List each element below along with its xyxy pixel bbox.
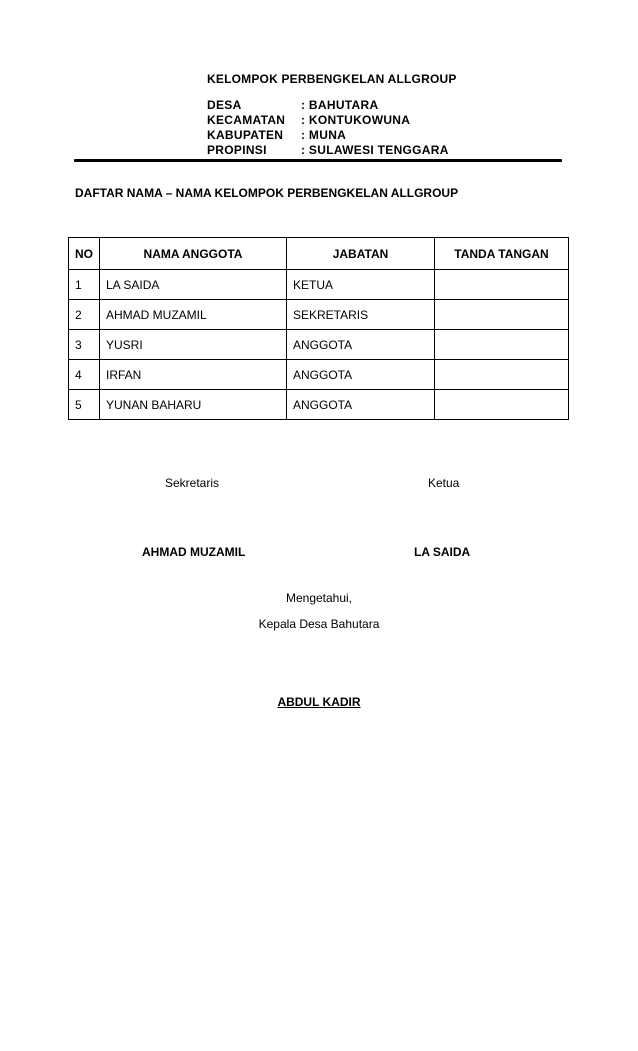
cell-signature [435, 390, 569, 420]
table-row [69, 300, 569, 330]
cell-no: 1 [69, 270, 100, 300]
cell-role: SEKRETARIS [287, 300, 435, 330]
column-header-signature: TANDA TANGAN [435, 238, 569, 270]
cell-name: LA SAIDA [100, 270, 287, 300]
info-label: KECAMATAN [207, 113, 286, 127]
info-row-kecamatan [207, 113, 449, 128]
column-header-name: NAMA ANGGOTA [100, 238, 287, 270]
cell-signature [435, 360, 569, 390]
secretary-role-label: Sekretaris [165, 476, 220, 490]
cell-no: 3 [69, 330, 100, 360]
column-header-role: JABATAN [287, 238, 435, 270]
list-heading: DAFTAR NAMA – NAMA KELOMPOK PERBENGKELAN ALLGROUP [75, 186, 459, 200]
acknowledged-label: Mengetahui, [285, 591, 353, 605]
member-table [68, 237, 569, 420]
info-value: : SULAWESI TENGGARA [301, 143, 449, 157]
info-row-desa [207, 98, 449, 113]
table-row [69, 360, 569, 390]
cell-name: AHMAD MUZAMIL [100, 300, 287, 330]
cell-signature [435, 300, 569, 330]
cell-role: ANGGOTA [287, 390, 435, 420]
info-value: : MUNA [301, 128, 347, 142]
cell-no: 4 [69, 360, 100, 390]
info-value: : KONTUKOWUNA [301, 113, 411, 127]
cell-role: ANGGOTA [287, 360, 435, 390]
cell-name: YUSRI [100, 330, 287, 360]
location-info [207, 98, 449, 158]
chairman-role-label: Ketua [428, 476, 460, 490]
cell-no: 2 [69, 300, 100, 330]
secretary-name: AHMAD MUZAMIL [142, 545, 246, 559]
cell-signature [435, 330, 569, 360]
info-label: KABUPATEN [207, 128, 284, 142]
chairman-name: LA SAIDA [414, 545, 471, 559]
table-row [69, 330, 569, 360]
document-title: KELOMPOK PERBENGKELAN ALLGROUP [207, 72, 457, 86]
village-head-name-wrap [0, 695, 638, 709]
info-label: PROPINSI [207, 143, 267, 157]
table-row [69, 270, 569, 300]
village-head-title: Kepala Desa Bahutara [258, 617, 380, 631]
column-header-no: NO [69, 238, 100, 270]
cell-no: 5 [69, 390, 100, 420]
cell-signature [435, 270, 569, 300]
info-value: : BAHUTARA [301, 98, 379, 112]
village-head-name: ABDUL KADIR [277, 695, 361, 709]
header-divider [74, 159, 562, 162]
info-label: DESA [207, 98, 242, 112]
cell-name: IRFAN [100, 360, 287, 390]
table-row [69, 390, 569, 420]
cell-name: YUNAN BAHARU [100, 390, 287, 420]
cell-role: ANGGOTA [287, 330, 435, 360]
cell-role: KETUA [287, 270, 435, 300]
info-row-propinsi [207, 143, 449, 158]
table-header-row [69, 238, 569, 270]
info-row-kabupaten [207, 128, 449, 143]
